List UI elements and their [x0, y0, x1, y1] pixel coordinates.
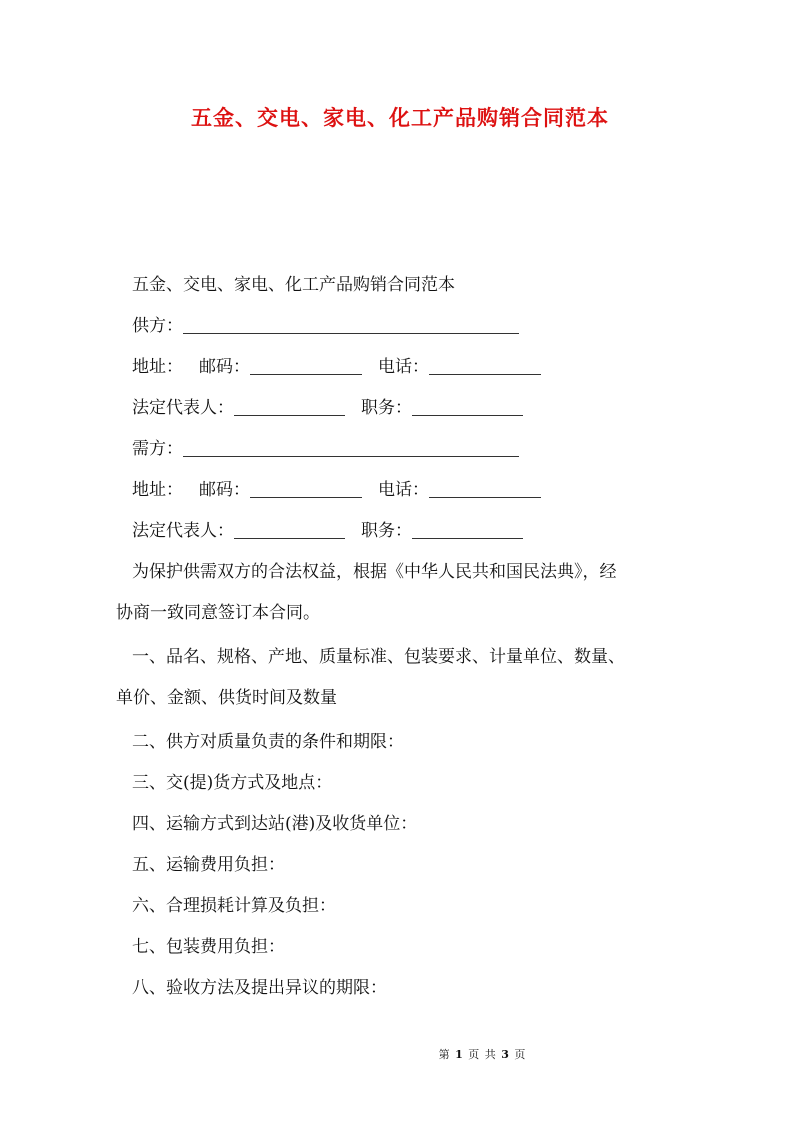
supplier-blank[interactable] — [183, 311, 519, 334]
intro-line-2: 协商一致同意签订本合同。 — [116, 603, 320, 623]
position-label: 职务： — [361, 521, 412, 541]
buyer-postcode-blank[interactable] — [250, 475, 362, 498]
buyer-rep-blank[interactable] — [234, 516, 345, 539]
supplier-position-blank[interactable] — [412, 393, 523, 416]
postcode-label: 邮码： — [199, 480, 250, 500]
contract-body — [116, 268, 676, 1012]
clause-5: 五、运输费用负担： — [132, 855, 285, 875]
clause-1-line-2: 单价、金额、供货时间及数量 — [116, 688, 337, 708]
intro-line-1: 为保护供需双方的合法权益，根据《中华人民共和国民法典》，经 — [132, 562, 617, 582]
supplier-rep-line — [116, 391, 676, 432]
address-label: 地址： — [132, 480, 183, 500]
postcode-label: 邮码： — [199, 357, 250, 377]
supplier-postcode-blank[interactable] — [250, 352, 362, 375]
supplier-address-line — [116, 350, 676, 391]
footer-total-pages: 3 — [501, 1048, 510, 1061]
footer-suffix: 页 — [514, 1048, 527, 1061]
legal-rep-label: 法定代表人： — [132, 521, 234, 541]
buyer-label: 需方： — [132, 439, 183, 459]
page-footer — [0, 1046, 800, 1062]
buyer-line — [116, 432, 676, 473]
supplier-phone-blank[interactable] — [429, 352, 541, 375]
position-label: 职务： — [361, 398, 412, 418]
clause-6: 六、合理损耗计算及负担： — [132, 896, 336, 916]
clause-8: 八、验收方法及提出异议的期限： — [132, 978, 387, 998]
clause-1-line-1: 一、品名、规格、产地、质量标准、包装要求、计量单位、数量、 — [132, 647, 625, 667]
legal-rep-label: 法定代表人： — [132, 398, 234, 418]
document-title: 五金、交电、家电、化工产品购销合同范本 — [191, 105, 609, 130]
footer-middle: 页 共 — [468, 1048, 497, 1061]
contract-subtitle: 五金、交电、家电、化工产品购销合同范本 — [132, 275, 455, 295]
buyer-address-line — [116, 473, 676, 514]
clause-3: 三、交(提)货方式及地点： — [132, 773, 333, 793]
footer-page-number: 1 — [455, 1048, 464, 1061]
address-label: 地址： — [132, 357, 183, 377]
footer-prefix: 第 — [438, 1048, 451, 1061]
supplier-label: 供方： — [132, 316, 183, 336]
buyer-blank[interactable] — [183, 434, 519, 457]
supplier-rep-blank[interactable] — [234, 393, 345, 416]
supplier-line — [116, 309, 676, 350]
clause-7: 七、包装费用负担： — [132, 937, 285, 957]
phone-label: 电话： — [378, 480, 429, 500]
buyer-rep-line — [116, 514, 676, 555]
phone-label: 电话： — [378, 357, 429, 377]
buyer-phone-blank[interactable] — [429, 475, 541, 498]
buyer-position-blank[interactable] — [412, 516, 523, 539]
clause-2: 二、供方对质量负责的条件和期限： — [132, 732, 404, 752]
clause-4: 四、运输方式到达站(港)及收货单位： — [132, 814, 418, 834]
